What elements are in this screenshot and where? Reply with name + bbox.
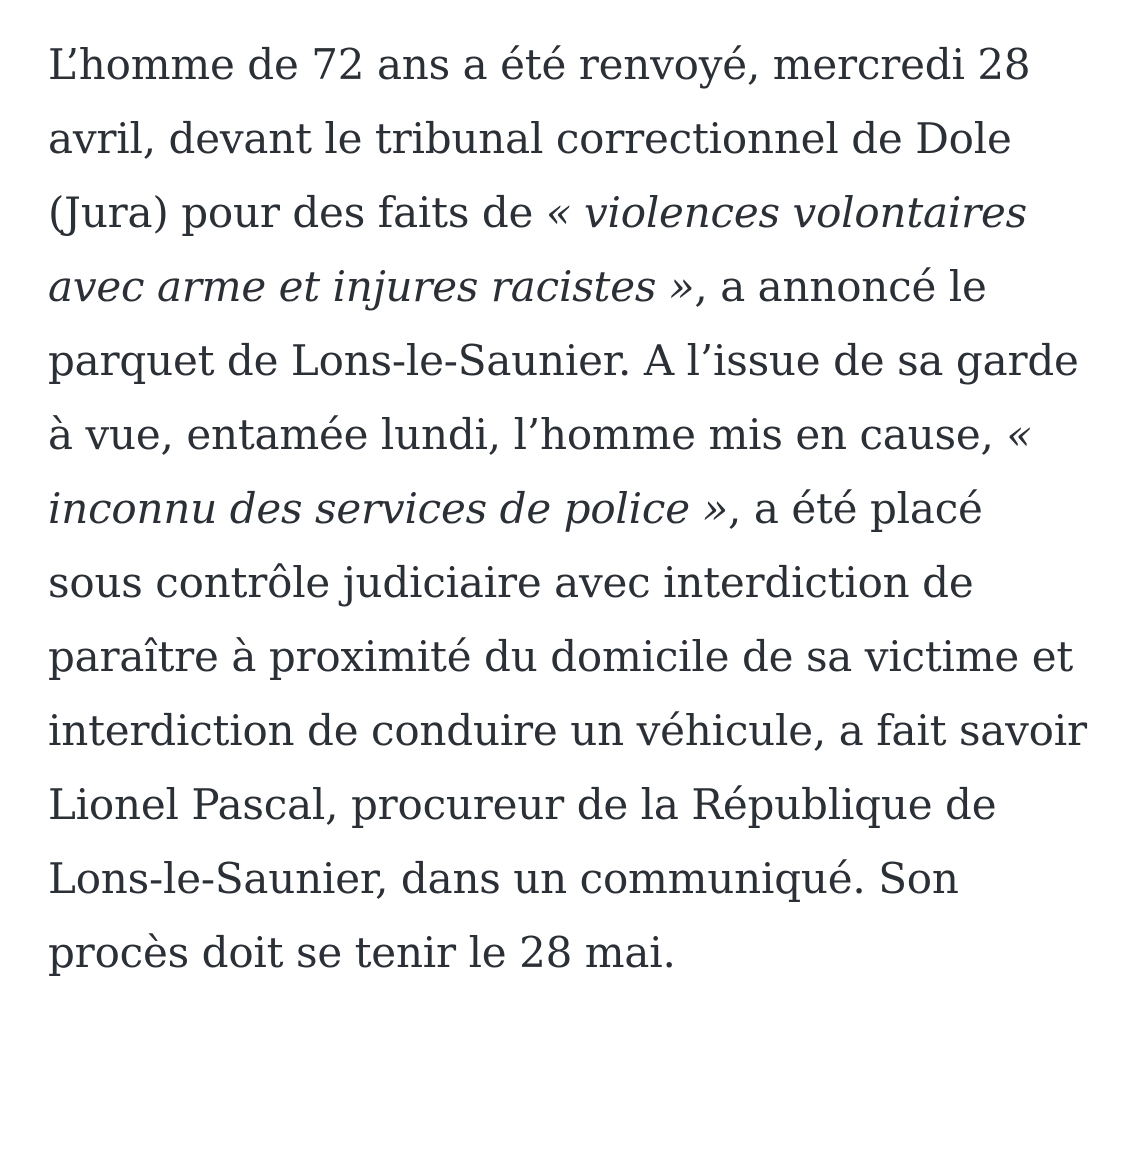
quotation-1: « violences volontaires avec arme et injures racistes » bbox=[48, 188, 1027, 311]
article-paragraph bbox=[48, 28, 1088, 990]
article-body bbox=[48, 28, 1088, 990]
quotation-2: « inconnu des services de police » bbox=[48, 410, 1032, 533]
paragraph-text-3: , a été placé sous contrôle judiciaire avec interdiction de paraître à proximité du domicile de sa victime et interdiction de conduire un véhicule, a fait savoir Lionel Pascal, procureur de la République de Lons-le-Saunier, dans un communiqué. Son procès doit se tenir le 28 mai. bbox=[48, 484, 1087, 977]
paragraph-text-2: , a annoncé le parquet de Lons-le-Saunier. A l’issue de sa garde à vue, entamée lundi, l’homme mis en cause, bbox=[48, 262, 1079, 459]
paragraph-text-1: L’homme de 72 ans a été renvoyé, mercredi 28 avril, devant le tribunal correctionnel de Dole (Jura) pour des faits de bbox=[48, 40, 1031, 237]
